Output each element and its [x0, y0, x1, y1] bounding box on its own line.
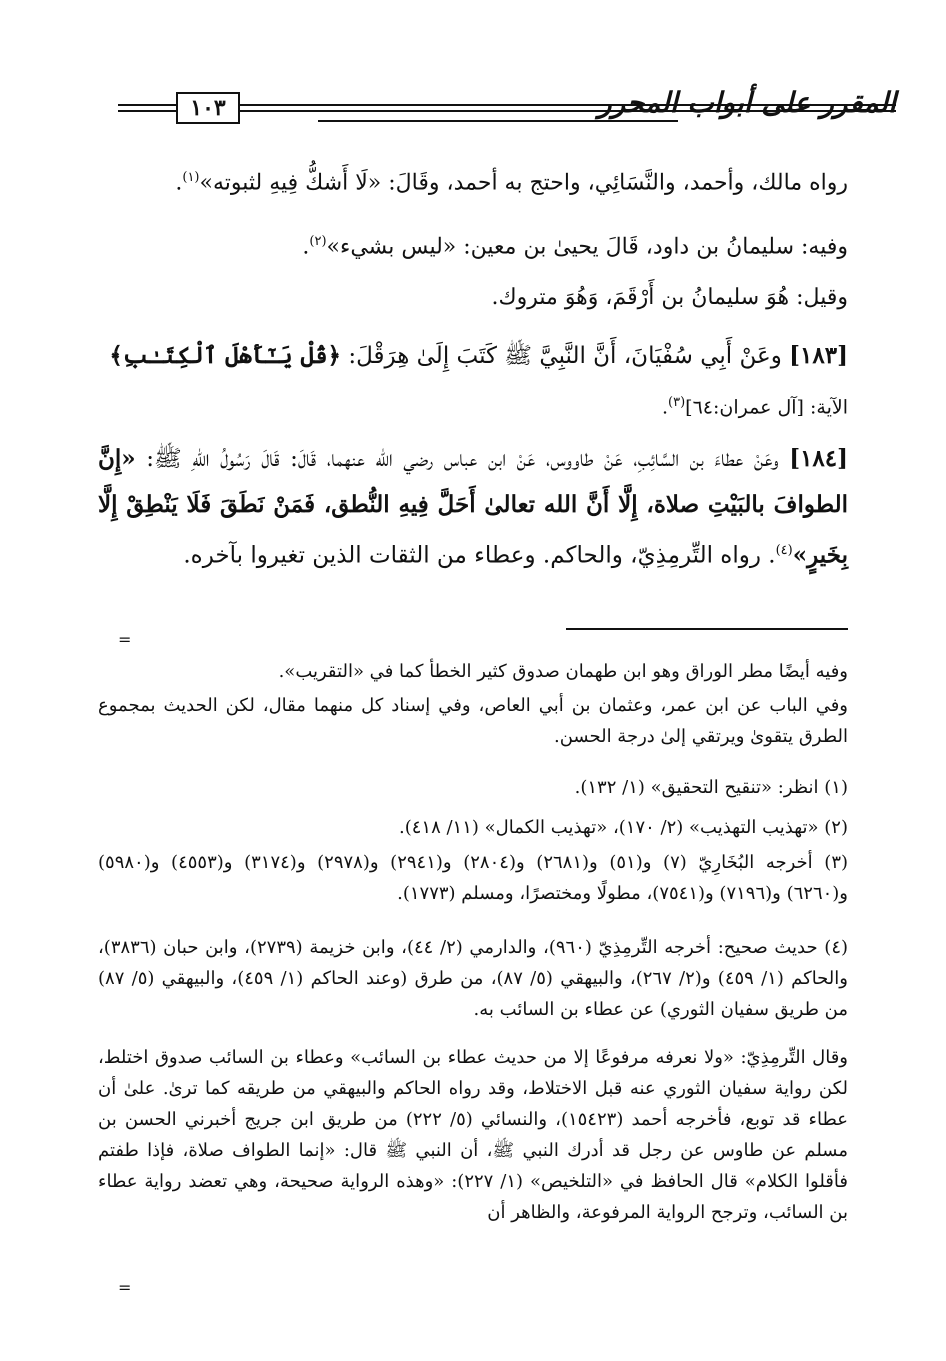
hadith-183-verse-ref — [98, 388, 848, 422]
paragraph-weakness — [98, 222, 848, 267]
hadith-183 — [98, 336, 848, 376]
hadith-intro: وعَنْ عطاءَ بن السَّائِبِ، عَنْ طاووس، عَنْ ابن عباس رضي الله عنهما، قَالَ: قَالَ رَسُولُ اللهِ ﷺ: — [146, 446, 779, 472]
continue-mark: = — [118, 1278, 132, 1297]
footnote-ref: (٢) — [309, 234, 327, 249]
verse-ref-text: الآية: [آل عمران:٦٤] — [685, 396, 848, 419]
footnote-carry-2: وفي الباب عن ابن عمر، وعثمان بن أبي العاص، وفي إسناد كل منهما مقال، لكن الحديث بمجموع الطرق يتقوىٰ ويرتقي إلىٰ درجة الحسن. — [98, 695, 848, 747]
footnote-ref: (٣) — [668, 395, 686, 410]
quran-quote: ﴿قُلْ يَـٰٓأَهْلَ ٱلْكِتَـٰبِ﴾ — [109, 342, 342, 369]
footnote-ref: (٤) — [775, 543, 793, 558]
hadith-grading: . رواه التِّرمِذِيّ، والحاكم. وعطاء من الثقات الذين تغيروا بآخره. — [183, 542, 776, 569]
paragraph-text: رواه مالك، وأحمد، والنَّسَائِي، واحتج به أحمد، وقَالَ: «لَا أَشكُّ فِيهِ لثبوته» — [199, 170, 848, 196]
hadith-number: [١٨٤] — [789, 445, 849, 472]
hadith-184 — [98, 436, 848, 579]
footnote-separator — [566, 628, 848, 630]
book-title: المقرر على أبواب المحرر — [598, 86, 896, 119]
hadith-text: وعَنْ أَبِي سُفْيَانَ، أَنَّ النَّبِيَّ ﷺ كَتَبَ إِلَىٰ هِرَقْلَ: — [348, 343, 782, 369]
footnote-2: (٢) «تهذيب التهذيب» (٢/ ١٧٠)، «تهذيب الكمال» (١١/ ٤١٨). — [398, 817, 848, 838]
punctuation: . — [302, 234, 310, 260]
paragraph-text: وفيه: سليمانُ بن داود، قَالَ يحيىٰ بن معين: «ليس بشيء» — [326, 234, 848, 260]
footnote-carry-1: وفيه أيضًا مطر الوراق وهو ابن طهمان صدوق كثير الخطأ كما في «التقريب». — [278, 661, 848, 682]
hadith-number: [١٨٣] — [789, 342, 848, 369]
paragraph-narration — [98, 158, 848, 203]
footnote-ref: (١) — [182, 170, 200, 185]
page-header — [118, 82, 896, 132]
footnote-1: (١) انظر: «تنقيح التحقيق» (١/ ١٣٢). — [574, 777, 848, 798]
footnote-4-commentary: وقال التِّرمِذِيّ: «ولا نعرفه مرفوعًا إلا من حديث عطاء بن السائب» وعطاء بن السائب صدوق اختلط، لكن رواية سفيان الثوري عنه قبل الاختلاط، وقد رواه الحاكم والبيهقي من طريقه كما ترىٰ. علىٰ أن عطاء قد توبع، فأخرجه أحمد (١٥٤٢٣)، والنسائي (٥/ ٢٢٢) من طريق ابن جريج أخبرني الحسن بن مسلم عن طاوس عن رجل قد أدرك النبي ﷺ، أن النبي ﷺ قال: «إنما الطواف صلاة، فإذا طفتم فأقلوا الكلام» قال الحافظ في «التلخيص» (١/ ٢٢٧): «وهذه الرواية صحيحة، وهي تعضد رواية عطاء بن السائب، وترجح الرواية المرفوعة، والظاهر أن — [98, 1047, 848, 1223]
hadith-quote: «إِنَّ الطوافَ بالبَيْتِ صلاة، إِلَّا أَنَّ الله تعالىٰ أَحَلَّ فِيهِ النُّطق، فَمَنْ نَطَقَ فَلَا يَنْطِقْ إِلَّا بِخَيرٍ» — [98, 445, 848, 569]
footnote-4: (٤) حديث صحيح: أخرجه التِّرمِذِيّ (٩٦٠)، والدارمي (٢/ ٤٤)، وابن خزيمة (٢٧٣٩)، وابن حبان (٣٨٣٦)، والحاكم (١/ ٤٥٩) و(٢/ ٢٦٧)، والبيهقي (٥/ ٨٧)، من طرق (وعند الحاكم (١/ ٤٥٩)، والبيهقي (٥/ ٨٧) من طريق سفيان الثوري) عن عطاء بن السائب به. — [98, 937, 849, 1020]
page-number: ١٠٣ — [176, 92, 240, 124]
header-rule-middle — [318, 120, 678, 122]
paragraph-alternative: وقيل: هُوَ سليمانُ بن أَرْقَمَ، وَهُوَ متروك. — [491, 285, 848, 310]
punctuation: . — [175, 170, 183, 196]
carry-over-mark: = — [118, 630, 132, 649]
footnote-3: (٣) أخرجه البُخَارِيّ (٧) و(٥١) و(٢٦٨١) و(٢٨٠٤) و(٢٩٤١) و(٢٩٧٨) و(٣١٧٤) و(٤٥٥٣) و(٥٩٨٠) و(٦٢٦٠) و(٧١٩٦) و(٧٥٤١)، مطولًا ومختصرًا، ومسلم (١٧٧٣). — [98, 852, 849, 904]
punctuation: . — [661, 396, 668, 419]
